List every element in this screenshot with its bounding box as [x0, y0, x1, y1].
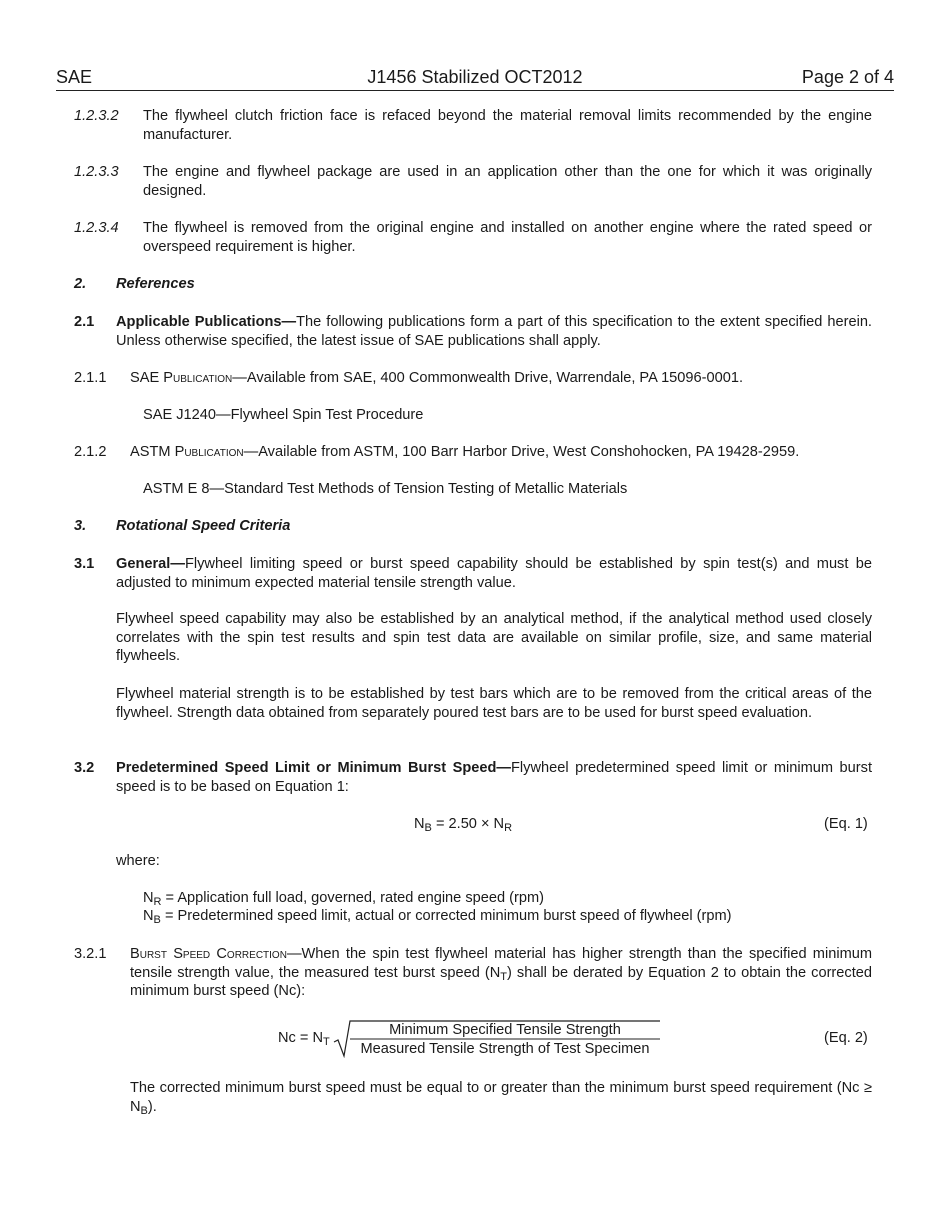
section-title: General—	[116, 556, 185, 572]
section-title: Applicable Publications—	[116, 314, 297, 330]
section-title: SAE Publication	[130, 370, 233, 386]
section-number: 3.	[74, 518, 87, 534]
paragraph: The corrected minimum burst speed must be equal to or greater than the minimum burst speed requirement $(Nc \ge N_B)$.	[130, 1080, 872, 1117]
section-text	[130, 369, 872, 388]
section-body: —Available from ASTM, 100 Barr Harbor Drive, West Conshohocken, PA 19428-2959.	[243, 444, 800, 460]
definition: $N_R$ = Application full load, governed, rated engine speed (rpm)	[143, 890, 545, 908]
section-number: 2.	[74, 276, 87, 292]
section-number: 2.1.1	[74, 370, 107, 386]
item-text: The flywheel is removed from the original engine and installed on another engine where the rated speed or overspeed requirement is higher.	[143, 220, 872, 255]
section-body: Flywheel predetermined speed limit or minimum burst speed is to be based on Equation 1:	[116, 760, 872, 795]
item-number: 1.2.3.2	[74, 108, 119, 124]
paragraph: Flywheel material strength is to be established by test bars which are to be removed from the critical areas of the flywheel. Strength data obtained from separately poured test bars are to be used for burst speed evaluation.	[116, 686, 872, 721]
section-title: ASTM Publication	[130, 444, 244, 460]
item-number: 1.2.3.4	[74, 220, 119, 236]
item-text: The engine and flywheel package are used in an application other than the one for which it was originally designed.	[143, 164, 872, 199]
definition: $N_B$ = Predetermined speed limit, actual or corrected minimum burst speed of flywheel (rpm)	[143, 908, 732, 926]
equation-label: (Eq. 1)	[824, 816, 868, 832]
header-org: SAE	[56, 67, 93, 87]
header-doc-id: J1456 Stabilized OCT2012	[367, 67, 583, 87]
section-number: 3.1	[74, 556, 95, 572]
section-title: Predetermined Speed Limit or Minimum Burst Speed—	[116, 760, 511, 776]
section-number: 2.1.2	[74, 444, 107, 460]
section-text	[116, 313, 872, 350]
equation-2-denominator: Measured Tensile Strength of Test Specimen	[360, 1041, 650, 1057]
equation-2-numerator: Minimum Specified Tensile Strength	[389, 1022, 621, 1038]
section-number: 3.2.1	[74, 946, 107, 962]
section-title: Burst Speed Correction	[130, 946, 287, 962]
item-number: 1.2.3.3	[74, 164, 119, 180]
paragraph: Flywheel speed capability may also be established by an analytical method, if the analytical method used closely correlates with the spin test results and spin test data are available on similar profile, size, and same material flywheels.	[116, 611, 872, 664]
equation-1: $N_B = 2.50 \times N_R$	[414, 816, 513, 834]
section-body: —Available from SAE, 400 Commonwealth Drive, Warrendale, PA 15096-0001.	[232, 370, 744, 386]
section-title: References	[116, 276, 195, 292]
section-text	[116, 555, 872, 592]
header-page-number: Page 2 of 4	[801, 67, 894, 87]
section-number: 2.1	[74, 314, 95, 330]
section-text	[116, 759, 872, 796]
section-number: 3.2	[74, 760, 95, 776]
equation-2-lhs: $Nc = N_T$	[278, 1030, 330, 1048]
reference-entry: ASTM E 8—Standard Test Methods of Tension Testing of Metallic Materials	[143, 481, 628, 497]
equation-label: (Eq. 2)	[824, 1030, 868, 1046]
page-header	[56, 66, 894, 91]
section-body: Flywheel limiting speed or burst speed capability should be established by spin test(s) and must be adjusted to minimum expected material tensile strength value.	[116, 556, 872, 591]
where-label: where:	[116, 853, 160, 869]
item-text: The flywheel clutch friction face is refaced beyond the material removal limits recommended by the engine manufacturer.	[143, 108, 872, 143]
section-title: Rotational Speed Criteria	[116, 518, 291, 534]
reference-entry: SAE J1240—Flywheel Spin Test Procedure	[143, 407, 424, 423]
section-text	[130, 443, 872, 462]
section-text: Burst Speed Correction—When the spin test flywheel material has higher strength than the specified minimum tensile strength value, the measured test burst speed $(N_T)$ shall be derated by Equation 2 to obtain the corrected minimum burst speed (Nc):	[130, 946, 872, 999]
section-body: The following publications form a part of this specification to the extent specified herein. Unless otherwise specified, the latest issue of SAE publications shall apply.	[116, 314, 872, 349]
